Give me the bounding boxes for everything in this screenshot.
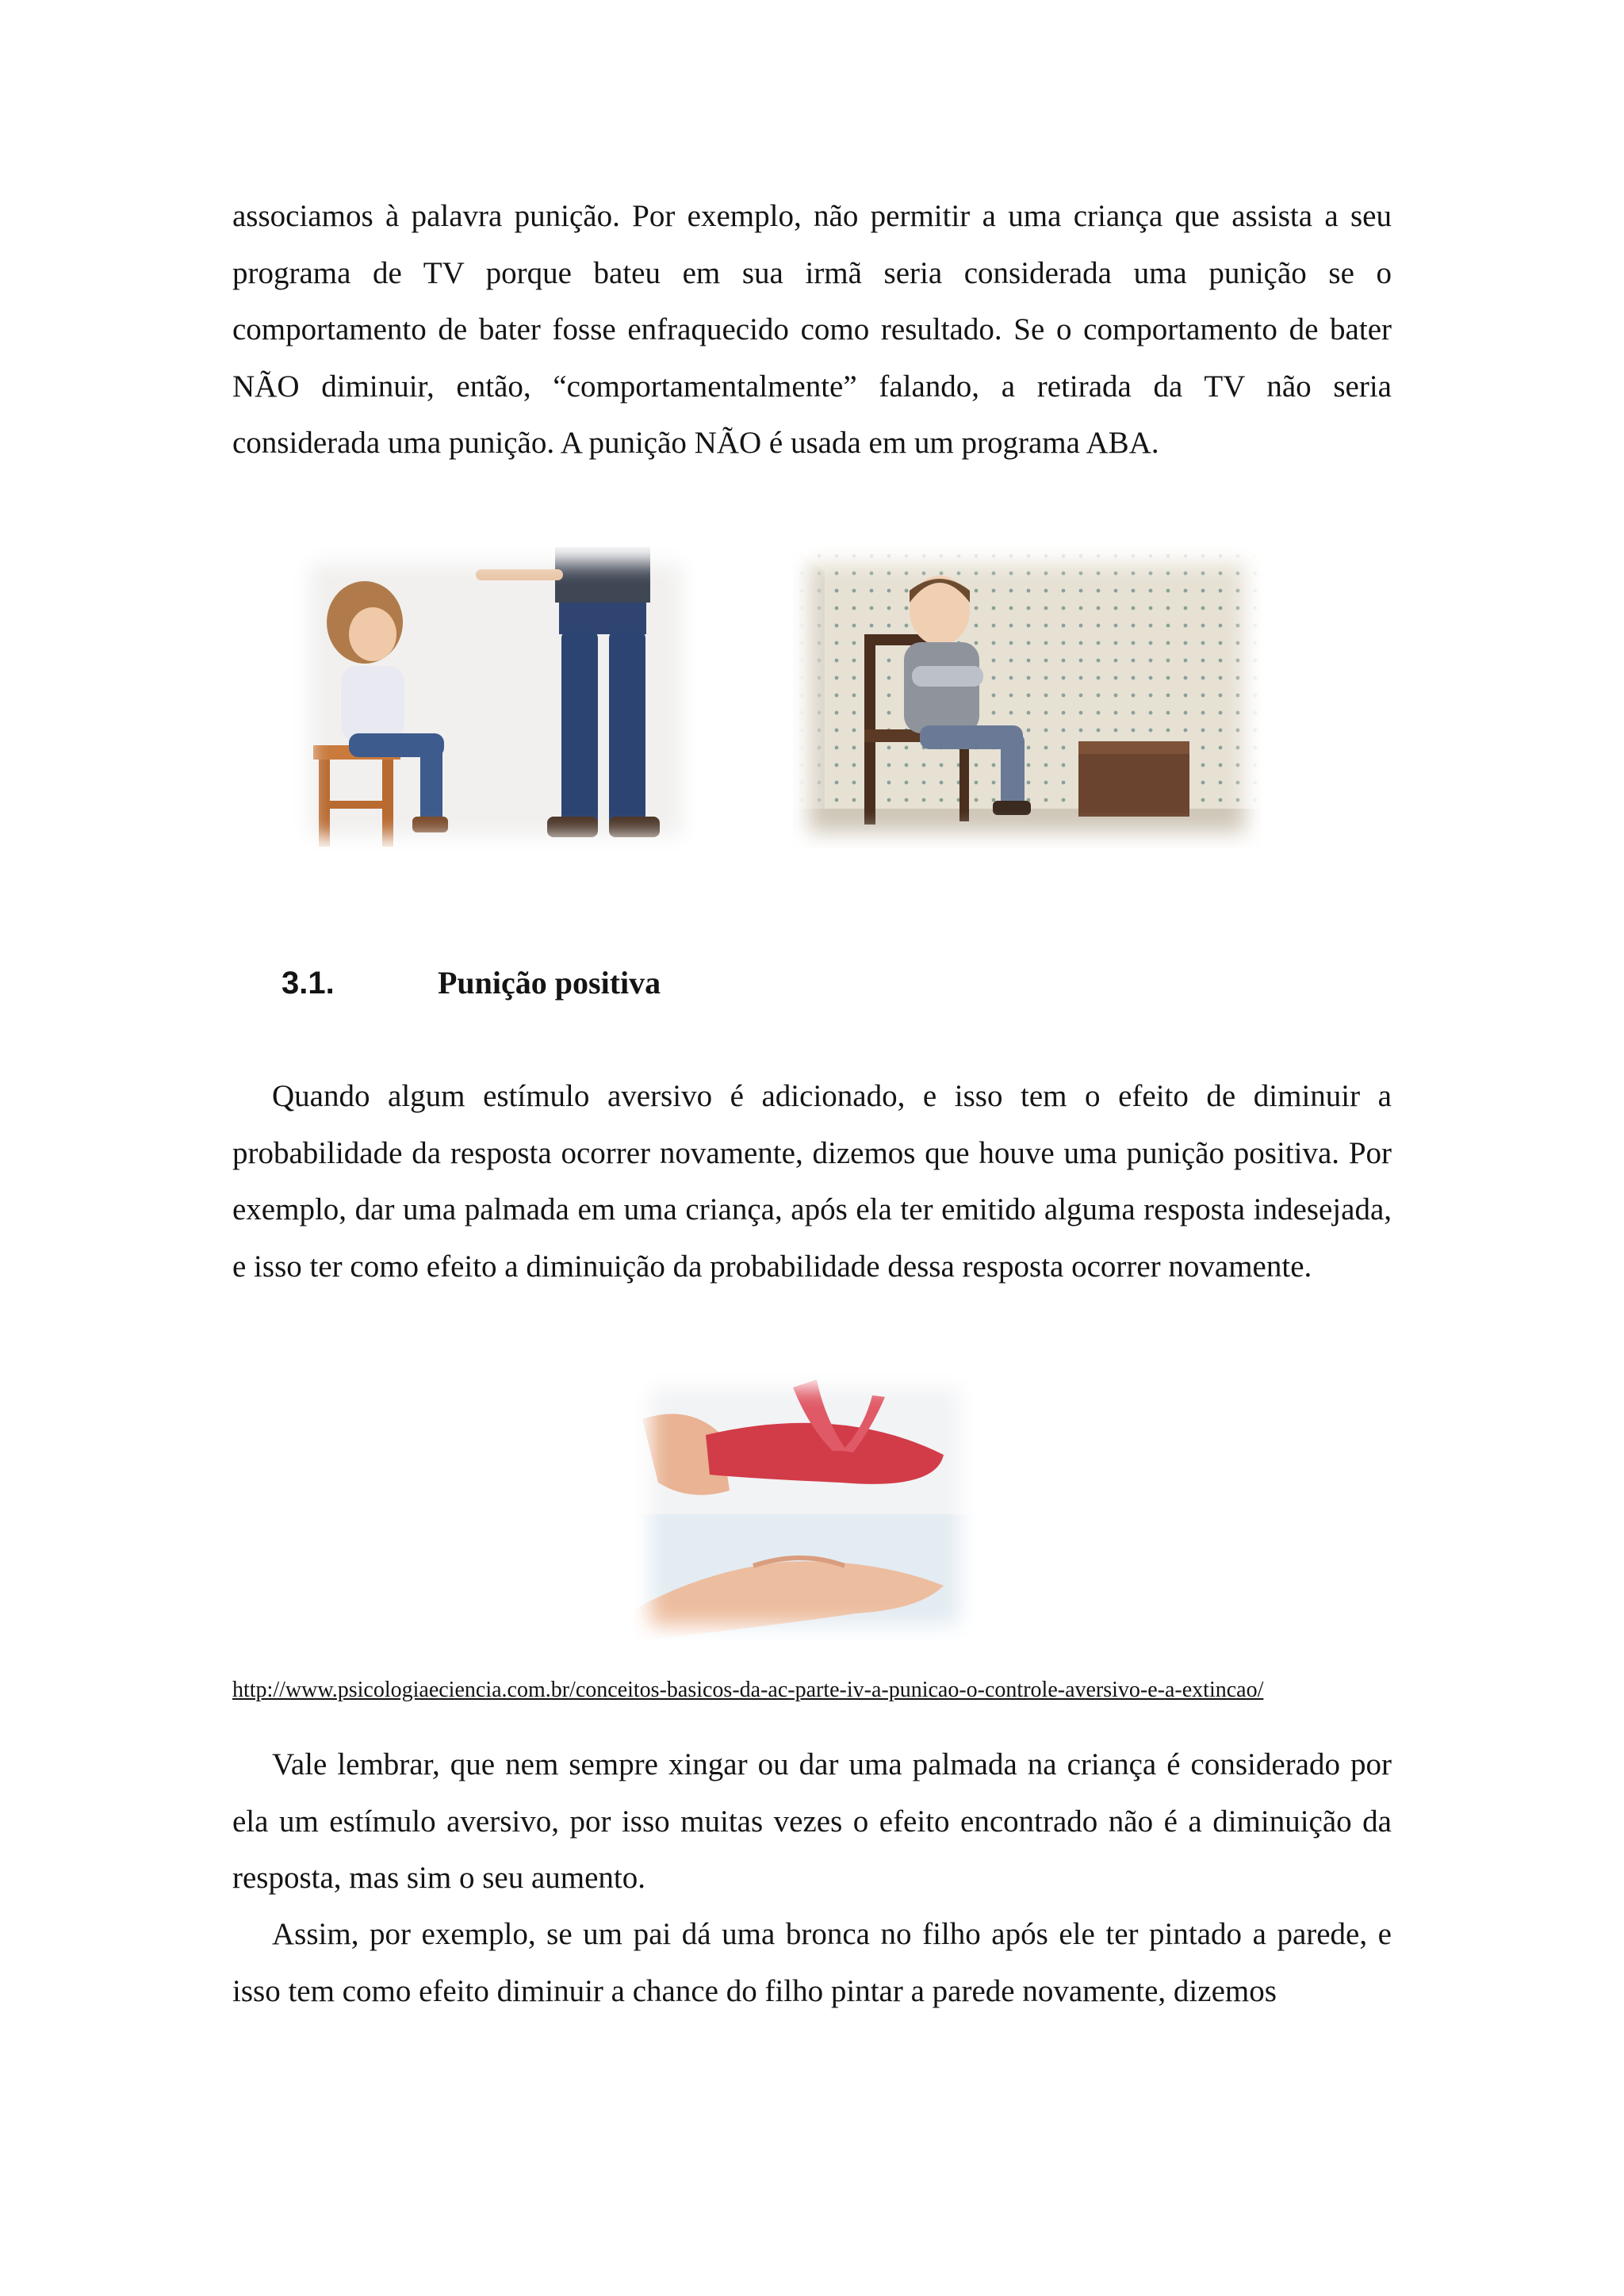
photo-flip-flop-hand-drawing <box>634 1372 975 1641</box>
paragraph-aversive-note: Vale lembrar, que nem sempre xingar ou dar uma palmada na criança é considerado por ela um estímulo aversivo, por isso muitas vezes o efeito encontrado não é a diminuição da resposta, mas sim o seu aumento. <box>232 1747 1392 1895</box>
paragraph-father-example: Assim, por exemplo, se um pai dá uma bronca no filho após ele ter pintado a parede, e isso tem como efeito diminuir a chance do filho pintar a parede novamente, dizemos <box>232 1917 1392 2008</box>
paragraph-positive-punishment: Quando algum estímulo aversivo é adicionado, e isso tem o efeito de diminuir a probabilidade da resposta ocorrer novamente, dizemos que houve uma punição positiva. Por exemplo, dar uma palmada em uma criança, após ela ter emitido alguma resposta indesejada, e isso ter como efeito a diminuição da probabilidade dessa resposta ocorrer novamente. <box>232 1079 1392 1284</box>
paragraph-punishment-example: associamos à palavra punição. Por exemplo, não permitir a uma criança que assista a seu programa de TV porque bateu em sua irmã seria considerada uma punição se o comportamento de bater fosse enfraquecido como resultado. Se o comportamento de bater NÃO diminuir, então, “comportamentalmente” falando, a retirada da TV não seria considerada uma punição. A punição NÃO é usada em um programa ABA. <box>232 199 1392 460</box>
section-title: Punição positiva <box>438 965 661 1001</box>
photo-adult-scolding-girl <box>293 547 698 852</box>
section-number: 3.1. <box>282 966 335 1001</box>
photo-boy-in-corner-drawing <box>793 547 1261 848</box>
photo-adult-scolding-girl-drawing <box>293 547 698 852</box>
photo-boy-in-corner <box>793 547 1261 848</box>
source-link[interactable]: http://www.psicologiaeciencia.com.br/conceitos-basicos-da-ac-parte-iv-a-punicao-o-controle-aversivo-e-a-extincao/ <box>232 1678 1264 1702</box>
photo-flip-flop-hand <box>634 1372 975 1641</box>
